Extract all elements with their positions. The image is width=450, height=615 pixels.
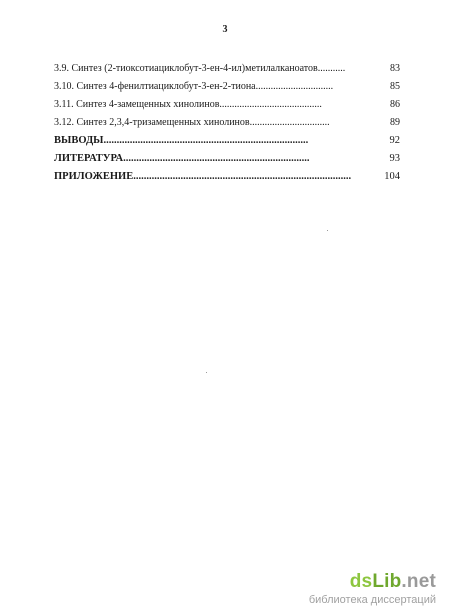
toc-entry-page: 83 — [390, 63, 400, 74]
toc-entry-title: 3.11. Синтез 4-замещенных хинолинов......................................... — [54, 99, 322, 110]
scan-speck — [327, 230, 328, 231]
toc-entry-page: 85 — [390, 81, 400, 92]
watermark-brand-part: .net — [401, 571, 436, 592]
toc-entry-page: 86 — [390, 99, 400, 110]
toc-entry — [54, 78, 400, 96]
watermark-brand-part: Lib — [372, 571, 402, 592]
scan-speck — [206, 372, 207, 373]
watermark-logo — [309, 571, 436, 593]
toc-entry-title: ЛИТЕРАТУРА....................................................................... — [54, 153, 310, 164]
toc-entry — [54, 96, 400, 114]
watermark-subtitle: библиотека диссертаций — [308, 594, 436, 606]
toc-entry-page: 104 — [384, 171, 400, 182]
toc-entry-title: ВЫВОДЫ.............................................................................. — [54, 135, 309, 146]
toc-entry-title: 3.9. Синтез (2-тиоксотиациклобут-3-ен-4-ил)метилалканоатов........... — [54, 63, 346, 74]
toc-entry-title: 3.10. Синтез 4-фенилтиациклобут-3-ен-2-тиона............................... — [54, 81, 334, 92]
toc-entry-section — [54, 150, 400, 168]
toc-entry-title: ПРИЛОЖЕНИЕ................................................................................... — [54, 171, 352, 182]
page-number: 3 — [222, 24, 228, 35]
watermark-brand-part: ds — [349, 571, 373, 592]
watermark — [309, 571, 436, 607]
toc-entry-page: 89 — [390, 117, 400, 128]
toc-entry-page: 92 — [389, 135, 400, 146]
toc-entry-page: 93 — [389, 153, 400, 164]
toc-entry-section — [54, 168, 400, 186]
table-of-contents — [54, 60, 400, 186]
toc-entry-section — [54, 132, 400, 150]
toc-entry-title: 3.12. Синтез 2,3,4-тризамещенных хинолинов................................ — [54, 117, 330, 128]
toc-entry — [54, 114, 400, 132]
toc-entry — [54, 60, 400, 78]
